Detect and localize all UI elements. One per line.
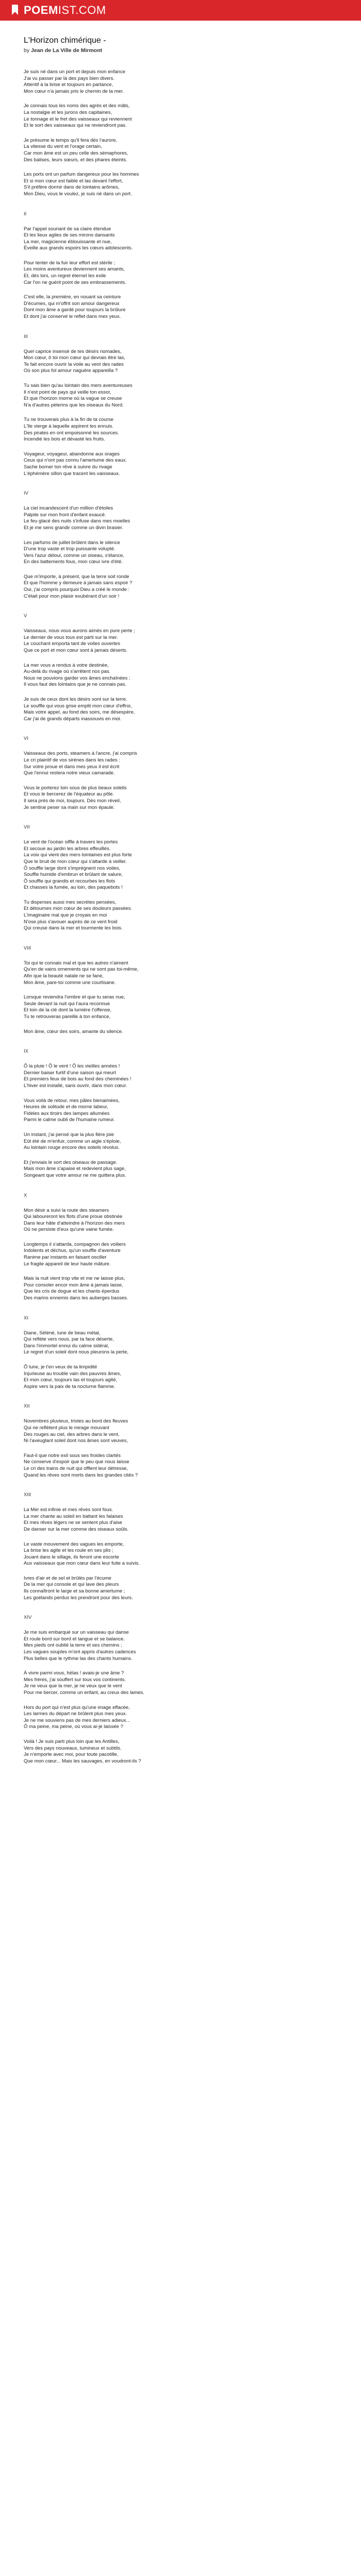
verse-line: Dernier baiser furtif d'une saison qui meurt [24, 1070, 116, 1076]
verse-line: Des pirates en ont empoisonné les sources. [24, 430, 119, 436]
stanza [24, 1330, 337, 1356]
verse-line: Jouant dans le sillage, ils feront une escorte [24, 1554, 119, 1560]
verse-line: Le vaste mouvement des vagues les emporte, [24, 1541, 124, 1547]
verse-line: Au-delà du rivage où s'arrêtent nos pas. [24, 669, 111, 675]
verse-line: Songeant que votre amour ne me quittera plus. [24, 1172, 126, 1178]
verse-line: Mon cœur n'a jamais pris le chemin de la mer. [24, 88, 124, 94]
verse-line: Que m'importe, à présent, que la terre soit ronde [24, 573, 129, 580]
verse-line: Et je me sens grandir comme un divin brasier. [24, 524, 123, 531]
stanza [24, 294, 337, 320]
verse-line: Le fragile appareil de leur haute mâture. [24, 1261, 111, 1267]
verse-line: Tu ne trouverais plus à la fin de ta course [24, 417, 113, 423]
stanza [24, 451, 337, 477]
verse-line: La brise les agite et les roule en ses plis ; [24, 1548, 113, 1554]
verse-line: Il vous faut des lointains que je ne connais pas. [24, 682, 127, 688]
verse-line: C'était pour mon plaisir exubérant d'un soir ! [24, 593, 120, 599]
verse-line: Nous ne pouvions garder vos âmes enchaînées ; [24, 675, 130, 681]
verse-line: Que les cris de dogue et les chants éperdus [24, 1289, 120, 1295]
verse-line: Et détournes mon cœur de ses douleurs passées. [24, 906, 133, 912]
verse-line: Que ce port et mon cœur sont à jamais déserts. [24, 648, 128, 654]
verse-line: Que mon cœur... Mais les sauvages, en voudront-ils ? [24, 1758, 141, 1764]
verse-line: Au lointain rouge encore des soleils révolus. [24, 1145, 120, 1151]
verse-line: Diane, Séléné, lune de beau métal, [24, 1330, 101, 1336]
section-numeral: VII [24, 824, 30, 831]
by-label: by [24, 47, 30, 54]
poem-section [24, 1315, 337, 1391]
verse-line: Et vous le bercerez de l'équateur au pôle. [24, 791, 114, 798]
section-numeral: II [24, 211, 27, 217]
stanza [24, 1575, 337, 1601]
verse-line: Éveille aux grands espoirs les cœurs adolescents. [24, 245, 133, 251]
verse-line: Fidèles aux tiroirs des lampes allumées [24, 1110, 110, 1116]
section-numeral: XIV [24, 1615, 32, 1621]
verse-line: Les goélands perdus les prendront pour des leurs. [24, 1595, 133, 1601]
verse-line: Mon âme, pare-toi comme une courtisane. [24, 979, 116, 986]
section-numeral: IX [24, 1048, 28, 1055]
verse-line: Et le sort des vaisseaux qui ne reviendront pas. [24, 123, 127, 129]
verse-line: Qu'en de vains ornements qui ne sont pas toi-même, [24, 967, 139, 973]
verse-line: Mais la nuit vient trop vite et me ne laisse plus, [24, 1276, 125, 1282]
stanza [24, 1630, 337, 1662]
verse-line: Par l'appel souriant de sa claire étendue [24, 226, 111, 232]
verse-line: Un instant, j'ai pensé que la plus fière joie [24, 1131, 114, 1138]
verse-line: Quand les rêves sont morts dans les grandes cités ? [24, 1472, 138, 1478]
verse-line: Je n'emporte avec moi, pour toute pacotille, [24, 1752, 119, 1758]
poem-section [24, 69, 337, 198]
verse-line: Je présume le temps qu'il fera dès l'aurore, [24, 137, 118, 143]
verse-line: Quel caprice insensé de tes désirs nomades, [24, 348, 122, 354]
verse-line: Les ports ont un parfum dangereux pour les hommes [24, 172, 139, 178]
verse-line: Ceux qui n'ont pas connu l'amertume des eaux. [24, 457, 127, 464]
verse-line: La nostalgie et les jurons des capitaines, [24, 109, 112, 115]
verse-line: Pour tenter de la fuir leur effort est stérile ; [24, 260, 116, 266]
poem-section [24, 490, 337, 600]
verse-line: La mer, magicienne éblouissante et nue, [24, 239, 112, 245]
verse-line: Les larmes du départ ne brûlent plus mes yeux. [24, 1711, 127, 1717]
verse-line: Aux vaisseaux que mon cœur dans leur fuite a suivis. [24, 1561, 140, 1567]
stanza [24, 260, 337, 286]
verse-line: L'île vierge à laquelle aspirent tes ennuis. [24, 423, 113, 429]
stanza [24, 1364, 337, 1390]
poem-section [24, 1048, 337, 1179]
verse-line: Indolents et déchus, qu'un souffle d'aventure [24, 1248, 121, 1254]
verse-line: Dans l'immortel ennui du calme sidéral, [24, 1343, 109, 1349]
verse-line: Mon âme, cœur des soirs, amante du silence. [24, 1028, 123, 1035]
verse-line: Vers l'azur déloui, comme un oiseau, s'élance, [24, 552, 124, 558]
verse-line: Le regret d'un soleil dont nous pleurons la perte, [24, 1349, 129, 1355]
verse-line: Car mon âme est un peu celle des sémaphores, [24, 150, 128, 156]
verse-line: Mon Dieu, vous le voulez, je suis né dans un port. [24, 191, 132, 197]
poem-section [24, 945, 337, 1035]
verse-line: Car j'ai de grands départs inassouvis en moi. [24, 716, 122, 722]
verse-line: Et les lieux agiles de ses mirons dansants [24, 232, 115, 239]
section-numeral: XII [24, 1403, 30, 1410]
verse-line: Ranime par instants en faisant osciller [24, 1255, 107, 1261]
poem-section [24, 211, 337, 320]
verse-line: Vers des pays nouveaux, lumineux et subtils. [24, 1745, 122, 1751]
verse-line: Afin que la beauté natale ne se fane, [24, 973, 104, 979]
verse-line: Qui creuse dans la mer et tourmente les bois. [24, 925, 123, 931]
site-logo[interactable] [10, 4, 106, 17]
verse-line: Voilà ! Je suis parti plus loin que les Antilles, [24, 1738, 120, 1744]
verse-line: Et que l'homme y demeure à jamais sans espoir ? [24, 580, 133, 586]
verse-line: Qui reflète vers nous, par ta face déserte, [24, 1336, 114, 1343]
verse-line: Le souffle qui vous grise emplit mon cœur d'effroi, [24, 703, 132, 709]
stanza [24, 505, 337, 531]
verse-line: N'a d'autres pèlerins que les oiseaux du Nord. [24, 402, 124, 408]
verse-line: Je ne me souviens pas de mes derniers adieux... [24, 1717, 130, 1723]
verse-line: Et secoue au jardin les arbres effeuillés. [24, 845, 111, 852]
stanza [24, 994, 337, 1020]
verse-line: Je suis de ceux dont les désirs sont sur la terre. [24, 697, 127, 702]
section-numeral: V [24, 613, 27, 619]
stanza [24, 1132, 337, 1151]
stanza [24, 1063, 337, 1089]
verse-line: Et mon cœur, toujours las et toujours agité, [24, 1377, 118, 1383]
verse-line: Je suis né dans un port et depuis mon enfance [24, 69, 125, 75]
verse-line: De la mer qui console et qui lave des pleurs [24, 1582, 119, 1588]
verse-line: Palpite sur mon front d'enfant exaucé. [24, 512, 106, 518]
stanza [24, 697, 337, 722]
poem-byline [24, 47, 337, 54]
verse-line: Et premiers feux de bois au fond des cheminées ! [24, 1076, 132, 1082]
verse-line: Tu te retrouveras pareille à ton enfance, [24, 1014, 111, 1020]
verse-line: Et, dès lors, un regret éternel les exile [24, 273, 106, 279]
verse-line: Et mes rêves légers ne se sentent plus d'aise [24, 1520, 122, 1526]
verse-line: La voix qui vient des mers lointaines est plus forte [24, 852, 132, 858]
poem-section [24, 824, 337, 932]
verse-line: Où ne persiste d'eux qu'une vaine fumée. [24, 1227, 114, 1233]
stanza [24, 1242, 337, 1267]
stanza [24, 1670, 337, 1696]
verse-line: En des battements fous, mon cœur ivre d'été. [24, 559, 123, 565]
verse-line: Pour me bercer, comme un enfant, au creux des lames. [24, 1690, 144, 1696]
verse-line: Des rouges au ciel, des arbres dans le vent, [24, 1431, 120, 1437]
verse-line: Ne conserve d'espoir que le peu que nous laisse [24, 1459, 129, 1465]
poem-section [24, 1615, 337, 1765]
verse-line: Voyageur, voyageur, abandonne aux orages [24, 451, 120, 457]
stanza [24, 574, 337, 600]
verse-line: Hors du port qui n'est plus qu'une image effacée, [24, 1704, 130, 1710]
verse-line: Oui, j'ai compris pourquoi Dieu a créé le monde : [24, 587, 130, 593]
verse-line: Je me suis embarqué sur un vaisseau qui danse [24, 1630, 129, 1636]
verse-line: Les moins aventureux deviennent ses amants, [24, 266, 125, 273]
logo-text: POEMIST.COM [24, 4, 106, 16]
verse-line: Mon désir a suivi la route des steamers [24, 1207, 109, 1213]
verse-line: S'il préfère dormir dans de lointains arômes, [24, 184, 120, 191]
verse-line: Lorsque reviendra l'ombre et que tu seras nue, [24, 994, 125, 1001]
verse-line: Qui laboureront les flots d'une proue obstinée [24, 1214, 123, 1220]
stanza [24, 226, 337, 252]
verse-line: Mon cœur, ô toi mon cœur qui devrais être las, [24, 355, 125, 361]
stanza [24, 417, 337, 443]
verse-line: Le couchant emporta tant de voiles ouvertes [24, 641, 120, 647]
stanza [24, 663, 337, 688]
verse-line: Ô souffle qui grandis et recourbes les flots [24, 878, 116, 884]
verse-line: Longtemps il s'attarda, compagnon des voiliers [24, 1241, 126, 1247]
verse-line: Ils connaîtront le large et sa bonne amertume ; [24, 1588, 125, 1595]
verse-line: Et dont j'ai conservé le reflet dans mes yeux. [24, 314, 121, 320]
stanza [24, 1453, 337, 1479]
verse-line: Pour consoler encor mon âme à jamais lasse, [24, 1282, 123, 1288]
verse-line: Souffle humide d'embrun et brûlant de salure, [24, 872, 123, 878]
section-numeral: VIII [24, 945, 31, 951]
verse-line: Le dernier de vous tous est parti sur la mer. [24, 634, 118, 640]
verse-line: Des balises, leurs sœurs, et des phares éteints. [24, 157, 127, 163]
verse-line: Vaisseaux, nous vous aurons aimés en pure perte ; [24, 628, 135, 634]
verse-line: Et chasses la fumée, au loin, des paquebots ! [24, 885, 123, 891]
verse-line: Parmi le calme oubli de l'humaine rumeur. [24, 1117, 115, 1123]
stanza [24, 1739, 337, 1765]
verse-line: Des marins ennemis dans les auberges basses. [24, 1295, 128, 1301]
verse-line: Novembres pluvieux, tristes au bord des fleuves [24, 1418, 128, 1425]
stanza [24, 1276, 337, 1301]
verse-line: Ni l'aveuglant soleil dont nos âmes sont veuves, [24, 1438, 128, 1444]
verse-line: Le cri des trains de nuit qui offlent leur détresse, [24, 1465, 128, 1471]
verse-line: L'imaginaire mal que je croyais en moi [24, 912, 107, 919]
verse-line: La ciel incandescent d'un million d'étoiles [24, 505, 113, 512]
verse-line: À vivre parmi vous, hélas ! avais-je une âme ? [24, 1670, 124, 1676]
poem-section [24, 613, 337, 722]
verse-line: Les vagues souples m'ont appris d'autres cadences [24, 1649, 136, 1655]
verse-line: Vous voilà de retour, mes pâles bienaimées, [24, 1097, 120, 1104]
verse-line: Je connais tous les noms des agrès et des mâts, [24, 103, 130, 109]
verse-line: Et loin de la clé dont la lumière t'offense, [24, 1007, 112, 1013]
stanza [24, 785, 337, 811]
verse-line: Dans leur hâte d'atteindre à l'horizon des mers [24, 1220, 125, 1226]
verse-line: Qui ne reflètent plus le mirage mouvant [24, 1425, 109, 1431]
poem-section [24, 736, 337, 811]
verse-line: Où son plus fol amour naguère appareilla ? [24, 368, 118, 374]
verse-line: Et que l'horizon morne où la vague se creuse [24, 396, 122, 402]
verse-line: Et si mon cœur est faible et las devant l'effort, [24, 178, 123, 184]
poem-section [24, 1193, 337, 1302]
stanza [24, 1418, 337, 1444]
verse-line: D'une trop vaste et trop puissante volupté. [24, 546, 116, 552]
section-numeral: IV [24, 490, 28, 497]
verse-line: Ô souffle large dont s'imprègnent nos voiles, [24, 865, 120, 871]
verse-line: Mais votre appel, au fond des soirs, me désespère, [24, 709, 135, 716]
verse-line: Je ne veux que la mer, je ne veux que le vent [24, 1683, 122, 1689]
verse-line: Le vent de l'océan siffle à travers les portes [24, 839, 118, 845]
stanza [24, 69, 337, 95]
section-numeral: X [24, 1192, 27, 1198]
verse-line: Ô ma peine, ma peine, où vous ai-je laissée ? [24, 1724, 123, 1730]
verse-line: C'est elle, la première, en nouant sa ceinture [24, 294, 121, 300]
verse-line: Sur votre proue et dans mes yeux il est écrit [24, 764, 120, 770]
stanza [24, 1705, 337, 1731]
site-header [0, 0, 361, 21]
poem-section [24, 1492, 337, 1601]
stanza [24, 1541, 337, 1567]
verse-line: Le tonnage et le fret des vaisseaux qui reviennent [24, 116, 132, 122]
verse-line: Ô la pluie ! Ô le vent ! Ô les vieilles années ! [24, 1063, 120, 1070]
verse-line: La mer chante au soleil en battant les falaises [24, 1513, 123, 1519]
stanza [24, 900, 337, 932]
stanza [24, 383, 337, 409]
verse-line: Ô lune, je t'en veux de ta limpidité [24, 1364, 97, 1370]
author-link[interactable]: Jean de La Ville de Mirmont [31, 47, 103, 54]
verse-line: Eût été de m'enfuir, comme un aigle s'éploie, [24, 1138, 121, 1144]
section-numeral: XI [24, 1315, 28, 1321]
verse-line: Vaisseaux des ports, steamers à l'ancre, j'ai compris [24, 751, 137, 757]
verse-line: Sache borner ton rêve à suivre du rivage [24, 464, 112, 470]
stanza [24, 751, 337, 776]
verse-line: Aspire vers la paix de ta nocturne flamme. [24, 1383, 116, 1389]
stanza [24, 138, 337, 163]
verse-line: Tu disperses aussi mes secrètes pensées, [24, 899, 117, 905]
section-numeral: XIII [24, 1492, 31, 1498]
poem-title: L'Horizon chimérique - [24, 36, 106, 45]
section-numeral: VI [24, 736, 28, 742]
verse-line: Incendié les bois et dévasté les fruits. [24, 436, 105, 443]
verse-line: Que l'ennui restera notre vieux camarade. [24, 770, 115, 776]
poem-section [24, 1403, 337, 1479]
verse-line: Attentif à la brise et toujours en partance, [24, 82, 113, 88]
stanza [24, 960, 337, 986]
verse-line: Il n'est point de pays qui veille ton essor, [24, 389, 111, 395]
verse-line: Car l'on ne guérit point de ses embrassements. [24, 279, 126, 285]
verse-line: Et j'enviais le sort des oiseaux de passage. [24, 1159, 118, 1165]
stanza [24, 103, 337, 129]
verse-line: Faut-il que notre exil sous ses froides clartés [24, 1452, 121, 1459]
verse-line: Mes pieds ont oublié la terre et ses chemins ; [24, 1642, 122, 1649]
verse-line: Que le bruit de mon cœur qui s'attarde à veiller. [24, 858, 127, 865]
verse-line: Le feu glacé des nuits s'infuse dans mes moelles [24, 518, 130, 524]
verse-line: Les parfums de juillet brûlent dans le silence [24, 539, 120, 546]
verse-line: Seule devant la nuit qui t'aura reconnue [24, 1001, 110, 1007]
verse-line: La mer vous a rendus à votre destinée, [24, 662, 109, 668]
verse-line: Tu sais bien qu'au lointain des mers aventureuses [24, 383, 133, 388]
verse-line: Je sentirai peser sa main sur mon épaule. [24, 804, 115, 810]
verse-line: Dont mon âme a gardé pour toujours la brûlure [24, 307, 126, 313]
stanza [24, 1160, 337, 1179]
bookmark-icon [10, 5, 20, 16]
verse-line: Vous le porterez loin sous de plus beaux soleils [24, 785, 127, 791]
verse-line: Le cri plaintif de vos sirènes dans les rades : [24, 757, 120, 763]
verse-line: De danser sur la mer comme des oiseaux soûls. [24, 1526, 129, 1532]
stanza [24, 540, 337, 566]
verse-line: Plus belles que le rythme las des chants humains. [24, 1655, 133, 1662]
section-numeral: III [24, 333, 28, 340]
stanza [24, 172, 337, 197]
verse-line: J'ai vu passer par là des pays bien divers. [24, 75, 115, 81]
stanza [24, 628, 337, 654]
poem-body [24, 69, 337, 1765]
verse-line: L'éphémère sillon que tracent les vaisseaux. [24, 470, 120, 477]
poem-section [24, 334, 337, 478]
verse-line: Injurieuse au trouble vain des pauvres âmes, [24, 1370, 122, 1377]
verse-line: Te fait encore ouvrir la voile au vent des rades [24, 361, 124, 367]
stanza [24, 839, 337, 891]
stanza [24, 1029, 337, 1036]
stanza [24, 1208, 337, 1233]
verse-line: L'hiver est installé, sans ouvrir, dans mon cœur. [24, 1082, 127, 1089]
verse-line: D'écumes, qui m'offrit son amour dangereux [24, 300, 120, 307]
poem-content [0, 21, 361, 1765]
verse-line: La vitesse du vent et l'orage certain, [24, 144, 102, 150]
verse-line: Et roule bord sur bord et tangue et se balance. [24, 1636, 125, 1642]
verse-line: Ivres d'air et de sel et brûlés par l'écume [24, 1575, 111, 1581]
stanza [24, 349, 337, 375]
stanza [24, 1098, 337, 1124]
verse-line: Heures de solitude et de morne labeur, [24, 1104, 108, 1110]
verse-line: Toi qui te connais mal et que les autres n'aiment [24, 960, 128, 966]
verse-line: Il sera près de moi, toujours. Dès mon réveil, [24, 798, 121, 804]
verse-line: Mais mon âme s'apaise et redevient plus sage, [24, 1166, 126, 1172]
stanza [24, 1507, 337, 1533]
verse-line: N'ose plus s'avouer auprès de ce vent froid [24, 919, 118, 925]
verse-line: Mes frères, j'ai souffert sur tous vos continents. [24, 1676, 126, 1683]
verse-line: La Mer est infinie et mes rêves sont fous. [24, 1507, 113, 1513]
